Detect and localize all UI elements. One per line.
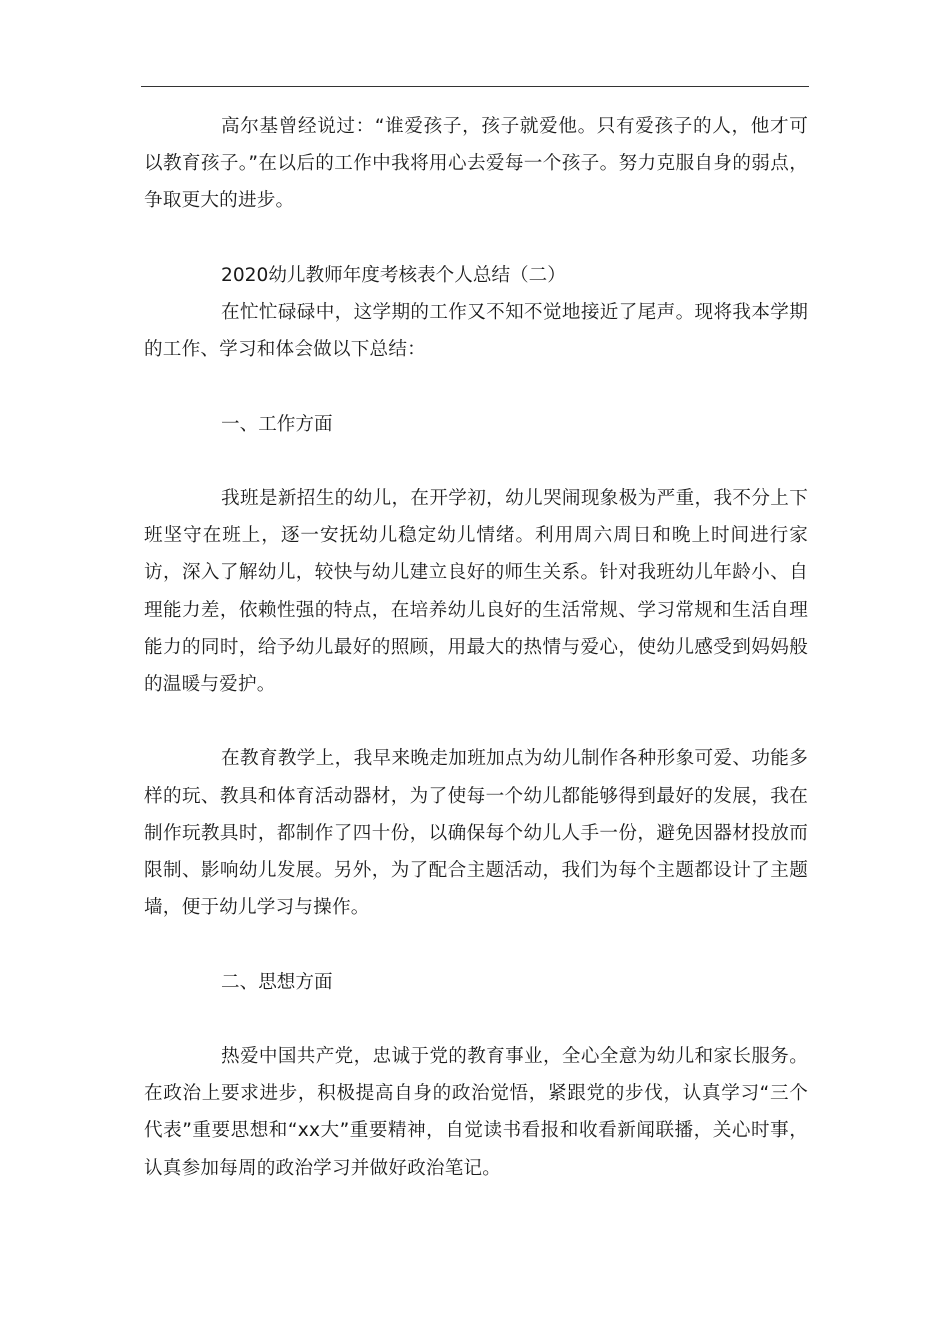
thought-paragraph: 热爱中国共产党，忠诚于党的教育事业，全心全意为幼儿和家长服务。在政治上要求进步，积极提高自身的政治觉悟，紧跟党的步伐，认真学习“三个代表”重要思想和“xx大”重要精神，自觉读书看报和收看新闻联播，关心时事，认真参加每周的政治学习并做好政治笔记。: [144, 1045, 808, 1179]
spacer: [144, 926, 808, 963]
section-title: 2020幼儿教师年度考核表个人总结（二）: [221, 264, 566, 286]
spacer: [144, 220, 808, 257]
header-rule: [141, 86, 809, 87]
work-paragraph-1: 我班是新招生的幼儿，在开学初，幼儿哭闹现象极为严重，我不分上下班坚守在班上，逐一安抚幼儿稳定幼儿情绪。利用周六周日和晚上时间进行家访，深入了解幼儿，较快与幼儿建立良好的师生关系。针对我班幼儿年龄小、自理能力差，依赖性强的特点，在培养幼儿良好的生活常规、学习常规和生活自理能力的同时，给予幼儿最好的照顾，用最大的热情与爱心，使幼儿感受到妈妈般的温暖与爱护。: [144, 487, 808, 695]
spacer: [144, 703, 808, 740]
thought-heading: 二、思想方面: [221, 971, 333, 993]
spacer: [144, 1001, 808, 1038]
intro-paragraph: 在忙忙碌碌中，这学期的工作又不知不觉地接近了尾声。现将我本学期的工作、学习和体会做以下总结：: [144, 302, 808, 361]
spacer: [144, 443, 808, 480]
spacer: [144, 368, 808, 405]
closing-quote-paragraph: 高尔基曾经说过：“谁爱孩子，孩子就爱他。只有爱孩子的人，他才可以教育孩子。”在以后的工作中我将用心去爱每一个孩子。努力克服自身的弱点，争取更大的进步。: [144, 116, 808, 212]
work-paragraph-2: 在教育教学上，我早来晚走加班加点为幼儿制作各种形象可爱、功能多样的玩、教具和体育活动器材，为了使每一个幼儿都能够得到最好的发展，我在制作玩教具时，都制作了四十份，以确保每个幼儿人手一份，避免因器材投放而限制、影响幼儿发展。另外，为了配合主题活动，我们为每个主题都设计了主题墙，便于幼儿学习与操作。: [144, 748, 808, 919]
work-heading: 一、工作方面: [221, 413, 333, 435]
document-body: [144, 108, 808, 1187]
